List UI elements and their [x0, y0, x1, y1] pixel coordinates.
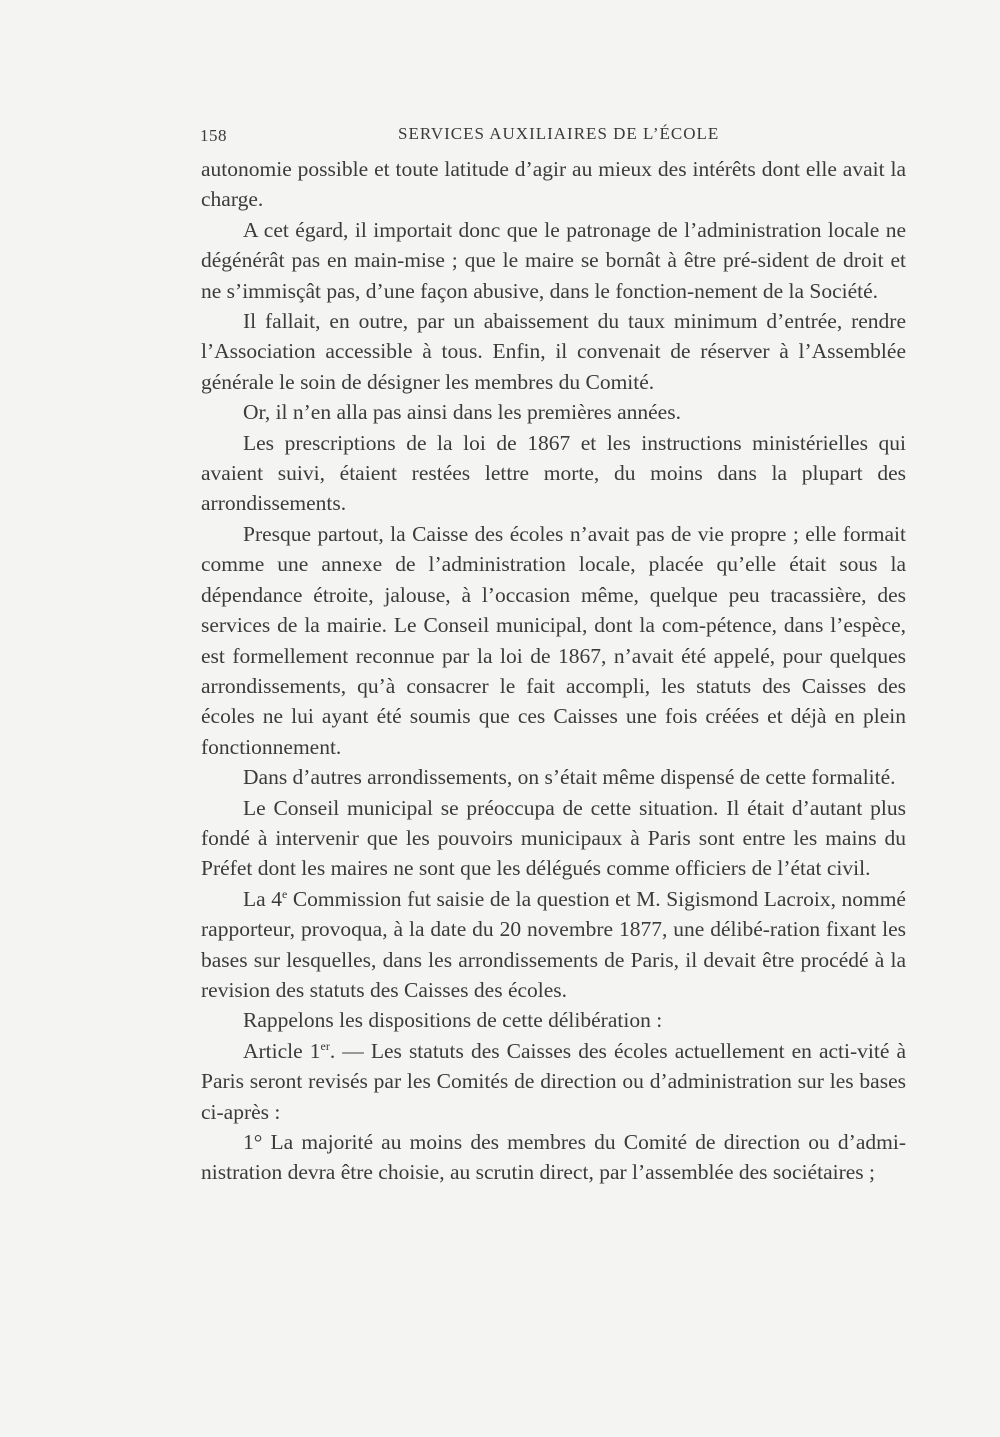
running-head: SERVICES AUXILIAIRES DE L’ÉCOLE: [398, 124, 720, 143]
paragraph: A cet égard, il importait donc que le patronage de l’administration locale ne dégénérât pas en main-mise ; que le maire se bornât à être pré-sident de droit et ne s’immisçât pas, d’une façon abusive, dans le fonction-nement de la Société.: [201, 217, 906, 303]
paragraph-text: La 4: [243, 886, 282, 911]
paragraph: Rappelons les dispositions de cette délibération :: [243, 1008, 663, 1033]
paragraph: Le Conseil municipal se préoccupa de cette situation. Il était d’autant plus fondé à intervenir que les pouvoirs municipaux à Paris sont entre les mains du Préfet dont les maires ne sont que les délégués comme officiers de l’état civil.: [201, 795, 906, 881]
paragraph-text: Article 1: [243, 1038, 321, 1063]
paragraph: [201, 1036, 906, 1127]
paragraph: autonomie possible et toute latitude d’agir au mieux des intérêts dont elle avait la charge.: [201, 157, 906, 212]
page-header: [200, 120, 900, 150]
superscript: er: [320, 1038, 330, 1053]
paragraph-text: . — Les statuts des Caisses des écoles actuellement en acti-vité à Paris seront revisés par les Comités de direction ou d’administration sur les bases ci-après :: [201, 1038, 907, 1124]
paragraph: Dans d’autres arrondissements, on s’était même dispensé de cette formalité.: [243, 765, 896, 790]
paragraph: [201, 884, 906, 1006]
paragraph: Presque partout, la Caisse des écoles n’avait pas de vie propre ; elle formait comme une annexe de l’administration locale, placée qu’elle était sous la dépendance étroite, jalouse, à l’occasion même, quelque peu tracassière, des services de la mairie. Le Conseil municipal, dont la com-pétence, dans l’espèce, est formellement reconnue par la loi de 1867, n’avait été appelé, pour quelques arrondissements, qu’à consacrer le fait accompli, les statuts des Caisses des écoles ne lui ayant été soumis que ces Caisses une fois créées et déjà en plein fonctionnement.: [201, 521, 906, 759]
superscript: e: [281, 886, 288, 901]
paragraph: 1° La majorité au moins des membres du Comité de direction ou d’admi-nistration devra être choisie, au scrutin direct, par l’assemblée des sociétaires ;: [201, 1130, 906, 1185]
paragraph: Or, il n’en alla pas ainsi dans les premières années.: [243, 400, 681, 425]
page-number: 158: [200, 126, 227, 145]
paragraph: Il fallait, en outre, par un abaissement du taux minimum d’entrée, rendre l’Association accessible à tous. Enfin, il convenait de réserver à l’Assemblée générale le soin de désigner les membres du Comité.: [201, 309, 906, 394]
paragraph: Les prescriptions de la loi de 1867 et les instructions ministérielles qui avaient suivi, étaient restées lettre morte, du moins dans la plupart des arrondissements.: [201, 430, 906, 516]
body-text: [201, 154, 906, 1188]
paragraph-text: Commission fut saisie de la question et M. Sigismond Lacroix, nommé rapporteur, provoqua, à la date du 20 novembre 1877, une délibé-ration fixant les bases sur lesquelles, dans les arrondissements de Paris, il devait être procédé à la revision des statuts des Caisses des écoles.: [201, 886, 906, 1002]
